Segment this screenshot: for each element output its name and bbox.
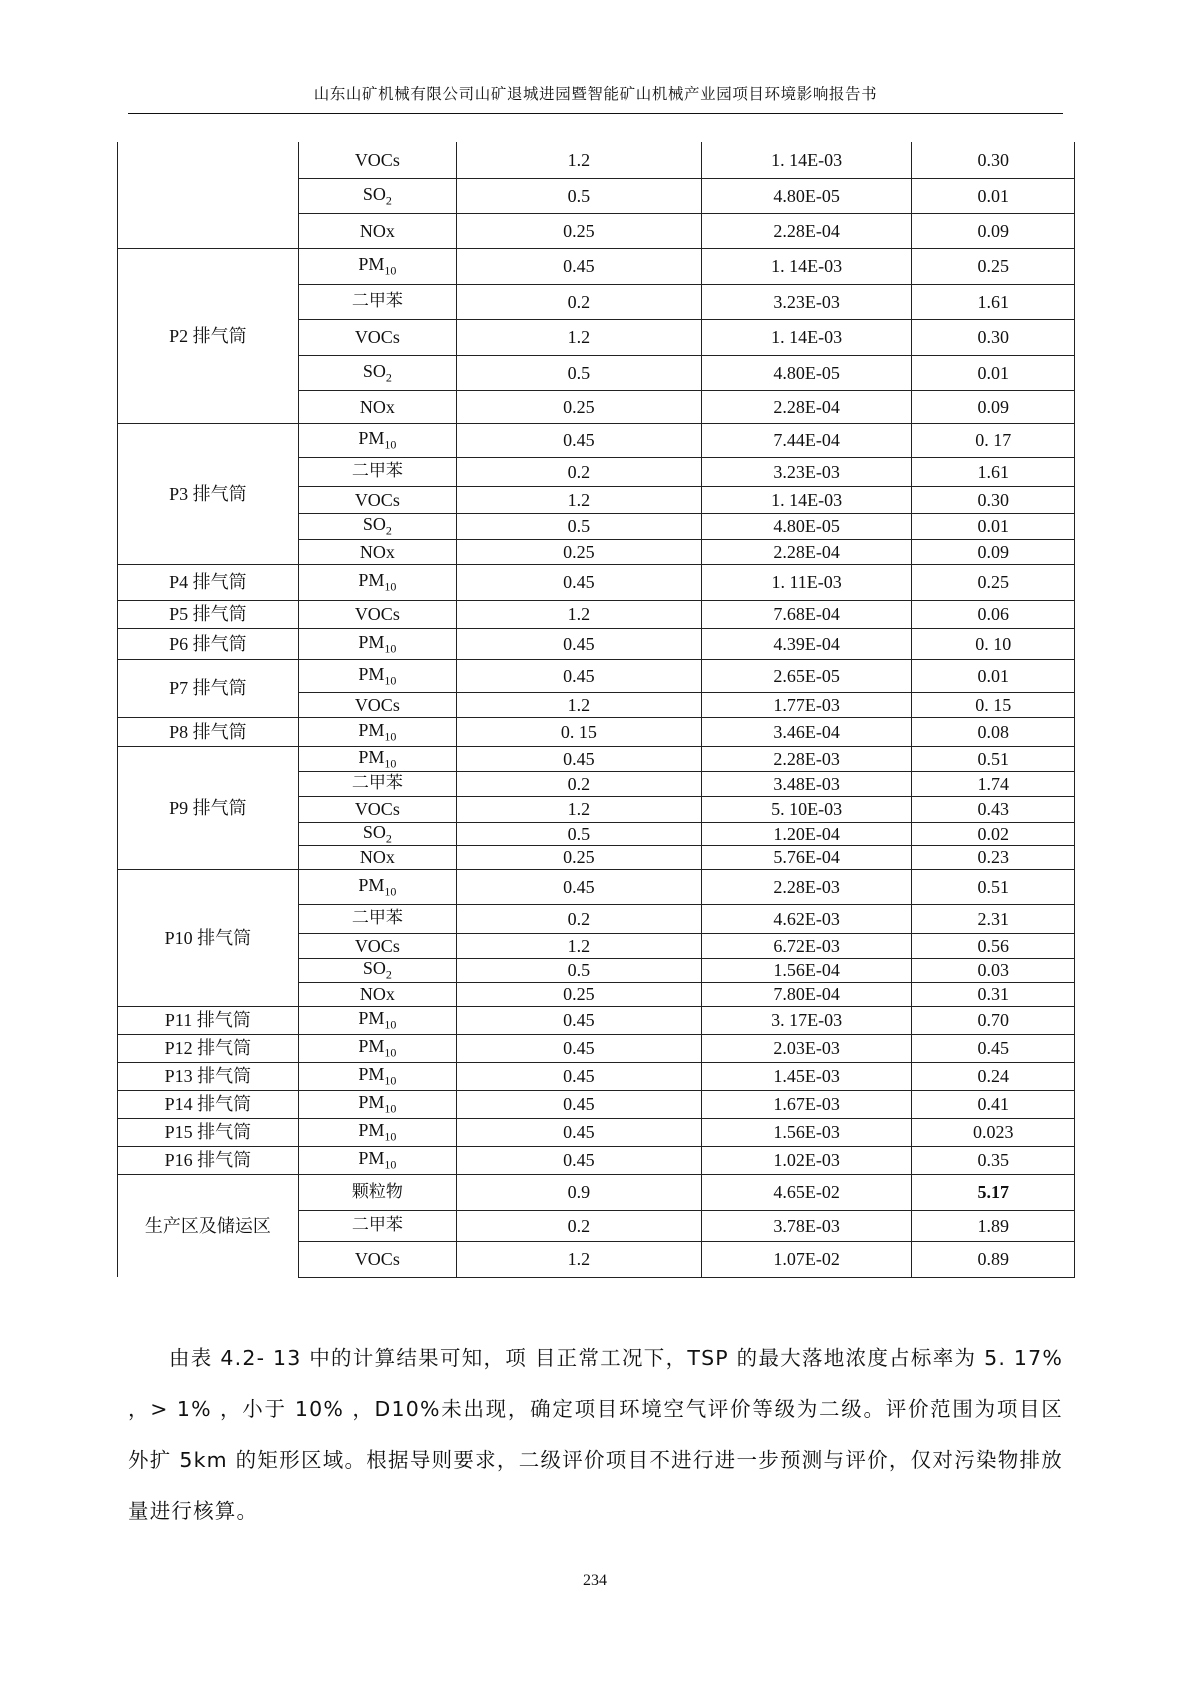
standard-cell: 0.45 — [456, 659, 701, 692]
standard-cell: 1.2 — [456, 692, 701, 717]
standard-cell: 0.25 — [456, 390, 701, 423]
ratio-cell: 2.31 — [912, 904, 1075, 933]
pollutant-cell — [298, 717, 456, 746]
pollutant-cell — [298, 1118, 456, 1146]
concentration-cell: 7.44E-04 — [701, 423, 912, 457]
standard-cell: 0.45 — [456, 628, 701, 659]
pollutant-cell — [298, 457, 456, 486]
concentration-cell: 4.65E-02 — [701, 1174, 912, 1210]
page-number: 234 — [583, 1572, 607, 1589]
concentration-cell: 4.80E-05 — [701, 178, 912, 213]
source-label: P15 排气筒 — [164, 1122, 252, 1142]
source-label: P5 排气筒 — [169, 604, 247, 624]
concentration-cell: 2.28E-03 — [701, 869, 912, 904]
pollutant-name: NOx — [359, 396, 395, 417]
concentration-cell: 2.28E-04 — [701, 539, 912, 564]
ratio-cell: 0.03 — [912, 958, 1075, 982]
pollutant-cell — [298, 539, 456, 564]
standard-cell: 0.45 — [456, 564, 701, 600]
ratio-cell: 0.45 — [912, 1034, 1075, 1062]
table-row — [118, 1174, 1075, 1210]
concentration-cell: 4.62E-03 — [701, 904, 912, 933]
concentration-cell: 5.76E-04 — [701, 845, 912, 869]
ratio-cell: 0.30 — [912, 486, 1075, 513]
source-cell — [118, 1146, 299, 1174]
concentration-cell: 1. 14E-03 — [701, 486, 912, 513]
pollutant-cell — [298, 771, 456, 796]
header-rule — [128, 113, 1063, 114]
source-cell — [118, 1062, 299, 1090]
concentration-cell: 1. 14E-03 — [701, 319, 912, 355]
ratio-cell: 0.08 — [912, 717, 1075, 746]
table-row — [118, 746, 1075, 771]
standard-cell: 1.2 — [456, 1241, 701, 1277]
pollutant-cell — [298, 904, 456, 933]
standard-cell: 1.2 — [456, 796, 701, 822]
source-label: P11 排气筒 — [164, 1010, 251, 1030]
pollutant-name: PM — [358, 1008, 385, 1029]
concentration-cell: 1.56E-04 — [701, 958, 912, 982]
source-cell — [118, 1006, 299, 1034]
concentration-cell: 3. 17E-03 — [701, 1006, 912, 1034]
standard-cell: 0.45 — [456, 1090, 701, 1118]
ratio-cell: 0.023 — [912, 1118, 1075, 1146]
ratio-cell: 0.09 — [912, 539, 1075, 564]
pollutant-name: PM — [358, 570, 385, 591]
ratio-cell: 0.51 — [912, 746, 1075, 771]
ratio-cell: 0.02 — [912, 822, 1075, 845]
pollutant-cell — [298, 178, 456, 213]
pollutant-name: VOCs — [354, 327, 400, 347]
concentration-cell: 1.77E-03 — [701, 692, 912, 717]
pollutant-name: SO — [362, 821, 386, 842]
concentration-cell: 2.65E-05 — [701, 659, 912, 692]
concentration-cell: 2.28E-03 — [701, 746, 912, 771]
pollutant-name: SO — [362, 183, 386, 204]
table-row — [118, 1034, 1075, 1062]
pollutant-name: 颗粒物 — [351, 1181, 403, 1202]
pollutant-cell — [298, 692, 456, 717]
conclusion-text: 由表 4.2- 13 中的计算结果可知，项 目正常工况下，TSP 的最大落地浓度占标率为 5. 17% ，> 1% ，小于 10% ，D10%未出现，确定项目环境空气评价等级为二级。评价范围为项目区外扩 5km 的矩形区域。根据导则要求，二级评价项目不进行进一步预测与评价，仅对污染物排放量进行核算。 — [128, 1346, 1063, 1523]
source-label: P3 排气筒 — [169, 483, 247, 504]
pollutant-cell — [298, 933, 456, 958]
source-cell — [118, 1118, 299, 1146]
concentration-cell: 2.28E-04 — [701, 213, 912, 248]
ratio-cell: 0.25 — [912, 564, 1075, 600]
source-label: P6 排气筒 — [169, 633, 247, 654]
standard-cell: 1.2 — [456, 933, 701, 958]
concentration-cell: 7.68E-04 — [701, 600, 912, 628]
concentration-cell: 1. 14E-03 — [701, 248, 912, 284]
table-row — [118, 142, 1075, 178]
source-label: P12 排气筒 — [164, 1038, 252, 1058]
ratio-cell: 0.01 — [912, 355, 1075, 390]
ratio-cell: 0.35 — [912, 1146, 1075, 1174]
pollutant-cell — [298, 248, 456, 284]
pollutant-name: PM — [358, 874, 385, 895]
standard-cell: 0.5 — [456, 822, 701, 845]
standard-cell: 0.45 — [456, 1062, 701, 1090]
pollutant-name: SO — [362, 958, 386, 979]
source-label: P16 排气筒 — [164, 1150, 252, 1170]
pollutant-name: 二甲苯 — [351, 908, 403, 928]
ratio-cell: 0.56 — [912, 933, 1075, 958]
table-row — [118, 423, 1075, 457]
table-body — [118, 142, 1075, 1277]
pollutant-cell — [298, 869, 456, 904]
ratio-cell: 0.09 — [912, 390, 1075, 423]
document-header: 山东山矿机械有限公司山矿退城进园暨智能矿山机械产业园项目环境影响报告书 — [313, 85, 878, 103]
standard-cell: 0.2 — [456, 1210, 701, 1241]
concentration-cell: 1.02E-03 — [701, 1146, 912, 1174]
pollutant-name: PM — [358, 1036, 385, 1057]
concentration-cell: 1.45E-03 — [701, 1062, 912, 1090]
pollutant-name: PM — [358, 1120, 385, 1141]
pollutant-name: VOCs — [354, 799, 400, 819]
pollutant-cell — [298, 1090, 456, 1118]
pollutant-cell — [298, 1062, 456, 1090]
source-label: P2 排气筒 — [169, 325, 247, 346]
standard-cell: 0.25 — [456, 982, 701, 1006]
pollutant-name: 二甲苯 — [351, 461, 403, 481]
pollutant-name: VOCs — [354, 604, 400, 624]
source-label: P4 排气筒 — [169, 572, 247, 592]
table-row — [118, 1006, 1075, 1034]
standard-cell: 0.25 — [456, 213, 701, 248]
standard-cell: 0.2 — [456, 457, 701, 486]
ratio-cell: 0.09 — [912, 213, 1075, 248]
standard-cell: 0.45 — [456, 1146, 701, 1174]
ratio-cell: 0.89 — [912, 1241, 1075, 1277]
conclusion-paragraph — [128, 1333, 1063, 1537]
pollutant-cell — [298, 746, 456, 771]
source-cell — [118, 423, 299, 564]
pollutant-name: NOx — [359, 541, 395, 562]
pollutant-subscript: 10 — [384, 884, 397, 899]
concentration-cell: 6.72E-03 — [701, 933, 912, 958]
ratio-cell: 0.70 — [912, 1006, 1075, 1034]
pollutant-cell — [298, 1241, 456, 1277]
source-cell — [118, 1174, 299, 1277]
concentration-cell: 3.46E-04 — [701, 717, 912, 746]
table-row — [118, 659, 1075, 692]
pollutant-subscript: 2 — [385, 967, 392, 982]
pollutant-cell — [298, 659, 456, 692]
pollutant-cell — [298, 796, 456, 822]
concentration-cell: 2.28E-04 — [701, 390, 912, 423]
source-cell — [118, 746, 299, 869]
ratio-cell: 0. 17 — [912, 423, 1075, 457]
standard-cell: 1.2 — [456, 319, 701, 355]
concentration-cell: 3.78E-03 — [701, 1210, 912, 1241]
pollutant-cell — [298, 1210, 456, 1241]
pollutant-cell — [298, 628, 456, 659]
pollutant-subscript: 2 — [385, 523, 392, 538]
pollutant-name: 二甲苯 — [351, 291, 403, 311]
concentration-cell: 4.39E-04 — [701, 628, 912, 659]
pollutant-subscript: 10 — [384, 579, 397, 594]
concentration-cell: 1. 11E-03 — [701, 564, 912, 600]
pollutant-subscript: 10 — [384, 1129, 397, 1144]
source-label: P7 排气筒 — [169, 678, 247, 698]
source-cell — [118, 248, 299, 423]
source-label: P10 排气筒 — [164, 927, 252, 948]
concentration-cell: 3.23E-03 — [701, 457, 912, 486]
table-row — [118, 1118, 1075, 1146]
concentration-cell: 1.67E-03 — [701, 1090, 912, 1118]
pollutant-name: NOx — [359, 984, 395, 1004]
standard-cell: 0.45 — [456, 1006, 701, 1034]
pollutant-cell — [298, 390, 456, 423]
source-cell — [118, 1034, 299, 1062]
ratio-cell: 1.61 — [912, 284, 1075, 319]
pollutant-cell — [298, 564, 456, 600]
source-cell — [118, 628, 299, 659]
ratio-cell: 1.74 — [912, 771, 1075, 796]
pollutant-cell — [298, 486, 456, 513]
ratio-cell: 0. 10 — [912, 628, 1075, 659]
pollutant-subscript: 10 — [384, 1101, 397, 1116]
pollutant-name: PM — [358, 1092, 385, 1113]
ratio-cell: 0.30 — [912, 142, 1075, 178]
standard-cell: 0.5 — [456, 513, 701, 539]
concentration-cell: 3.48E-03 — [701, 771, 912, 796]
pollutant-cell — [298, 284, 456, 319]
ratio-cell: 0.51 — [912, 869, 1075, 904]
pollutant-name: NOx — [359, 847, 395, 867]
calculation-table — [117, 142, 1075, 1278]
standard-cell: 0.9 — [456, 1174, 701, 1210]
pollutant-name: VOCs — [354, 1249, 400, 1269]
concentration-cell: 2.03E-03 — [701, 1034, 912, 1062]
pollutant-name: SO — [362, 514, 386, 535]
standard-cell: 1.2 — [456, 486, 701, 513]
ratio-cell: 0.23 — [912, 845, 1075, 869]
table-row — [118, 717, 1075, 746]
pollutant-name: SO — [362, 360, 386, 381]
pollutant-cell — [298, 982, 456, 1006]
pollutant-name: VOCs — [354, 935, 400, 956]
pollutant-cell — [298, 213, 456, 248]
ratio-cell: 1.61 — [912, 457, 1075, 486]
pollutant-cell — [298, 600, 456, 628]
pollutant-subscript: 2 — [385, 193, 392, 208]
pollutant-name: VOCs — [354, 149, 400, 170]
standard-cell: 0.2 — [456, 771, 701, 796]
source-cell — [118, 142, 299, 248]
table-row — [118, 1062, 1075, 1090]
standard-cell: 0.2 — [456, 904, 701, 933]
table-row — [118, 248, 1075, 284]
table-row — [118, 628, 1075, 659]
pollutant-cell — [298, 1146, 456, 1174]
source-cell — [118, 564, 299, 600]
ratio-cell: 5.17 — [912, 1174, 1075, 1210]
pollutant-cell — [298, 513, 456, 539]
pollutant-name: 二甲苯 — [351, 773, 403, 793]
source-cell — [118, 869, 299, 1006]
table-row — [118, 1146, 1075, 1174]
standard-cell: 0.45 — [456, 248, 701, 284]
ratio-cell: 0.43 — [912, 796, 1075, 822]
ratio-cell: 0.01 — [912, 178, 1075, 213]
standard-cell: 0. 15 — [456, 717, 701, 746]
source-label: P14 排气筒 — [164, 1094, 252, 1114]
concentration-cell: 1.56E-03 — [701, 1118, 912, 1146]
source-label: P9 排气筒 — [169, 797, 247, 818]
pollutant-name: PM — [358, 1148, 385, 1169]
ratio-cell: 0.41 — [912, 1090, 1075, 1118]
standard-cell: 0.2 — [456, 284, 701, 319]
pollutant-name: PM — [358, 719, 385, 740]
table-row — [118, 600, 1075, 628]
ratio-cell: 0.24 — [912, 1062, 1075, 1090]
standard-cell: 0.5 — [456, 178, 701, 213]
standard-cell: 0.45 — [456, 423, 701, 457]
pollutant-subscript: 10 — [384, 729, 397, 744]
ratio-cell: 1.89 — [912, 1210, 1075, 1241]
pollutant-subscript: 10 — [384, 1073, 397, 1088]
concentration-cell: 1.20E-04 — [701, 822, 912, 845]
pollutant-name: 二甲苯 — [351, 1215, 403, 1235]
ratio-cell: 0.25 — [912, 248, 1075, 284]
standard-cell: 0.5 — [456, 355, 701, 390]
table-row — [118, 1090, 1075, 1118]
ratio-cell: 0.01 — [912, 659, 1075, 692]
pollutant-cell — [298, 1006, 456, 1034]
pollutant-subscript: 10 — [384, 263, 397, 278]
pollutant-subscript: 10 — [384, 437, 397, 452]
standard-cell: 0.45 — [456, 1034, 701, 1062]
pollutant-name: PM — [358, 631, 385, 652]
standard-cell: 0.45 — [456, 746, 701, 771]
pollutant-name: PM — [358, 663, 385, 684]
ratio-cell: 0.30 — [912, 319, 1075, 355]
pollutant-subscript: 10 — [384, 756, 397, 771]
pollutant-subscript: 2 — [385, 831, 392, 846]
pollutant-cell — [298, 958, 456, 982]
standard-cell: 1.2 — [456, 600, 701, 628]
pollutant-name: PM — [358, 746, 385, 767]
pollutant-name: PM — [358, 254, 385, 275]
source-cell — [118, 659, 299, 717]
pollutant-name: NOx — [359, 220, 395, 241]
pollutant-subscript: 10 — [384, 673, 397, 688]
pollutant-cell — [298, 845, 456, 869]
pollutant-subscript: 2 — [385, 370, 392, 385]
pollutant-subscript: 10 — [384, 1157, 397, 1172]
standard-cell: 0.25 — [456, 539, 701, 564]
pollutant-cell — [298, 423, 456, 457]
concentration-cell: 5. 10E-03 — [701, 796, 912, 822]
ratio-cell: 0.31 — [912, 982, 1075, 1006]
table-row — [118, 564, 1075, 600]
pollutant-name: PM — [358, 428, 385, 449]
pollutant-cell — [298, 1034, 456, 1062]
source-cell — [118, 600, 299, 628]
source-cell — [118, 717, 299, 746]
standard-cell: 0.5 — [456, 958, 701, 982]
standard-cell: 0.25 — [456, 845, 701, 869]
pollutant-cell — [298, 319, 456, 355]
pollutant-cell — [298, 1174, 456, 1210]
pollutant-cell — [298, 355, 456, 390]
pollutant-cell — [298, 142, 456, 178]
source-label: P13 排气筒 — [164, 1066, 252, 1086]
standard-cell: 0.45 — [456, 869, 701, 904]
concentration-cell: 4.80E-05 — [701, 355, 912, 390]
ratio-cell: 0.01 — [912, 513, 1075, 539]
ratio-cell: 0. 15 — [912, 692, 1075, 717]
pollutant-cell — [298, 822, 456, 845]
pollutant-name: VOCs — [354, 694, 400, 715]
concentration-cell: 7.80E-04 — [701, 982, 912, 1006]
source-label: 生产区及储运区 — [144, 1215, 271, 1236]
concentration-cell: 3.23E-03 — [701, 284, 912, 319]
standard-cell: 0.45 — [456, 1118, 701, 1146]
table-row — [118, 869, 1075, 904]
source-cell — [118, 1090, 299, 1118]
pollutant-name: PM — [358, 1064, 385, 1085]
pollutant-subscript: 10 — [384, 1045, 397, 1060]
ratio-cell: 0.06 — [912, 600, 1075, 628]
pollutant-subscript: 10 — [384, 1017, 397, 1032]
pollutant-subscript: 10 — [384, 641, 397, 656]
pollutant-name: VOCs — [354, 489, 400, 510]
source-label: P8 排气筒 — [169, 721, 247, 742]
concentration-cell: 1.07E-02 — [701, 1241, 912, 1277]
standard-cell: 1.2 — [456, 142, 701, 178]
concentration-cell: 4.80E-05 — [701, 513, 912, 539]
concentration-cell: 1. 14E-03 — [701, 142, 912, 178]
